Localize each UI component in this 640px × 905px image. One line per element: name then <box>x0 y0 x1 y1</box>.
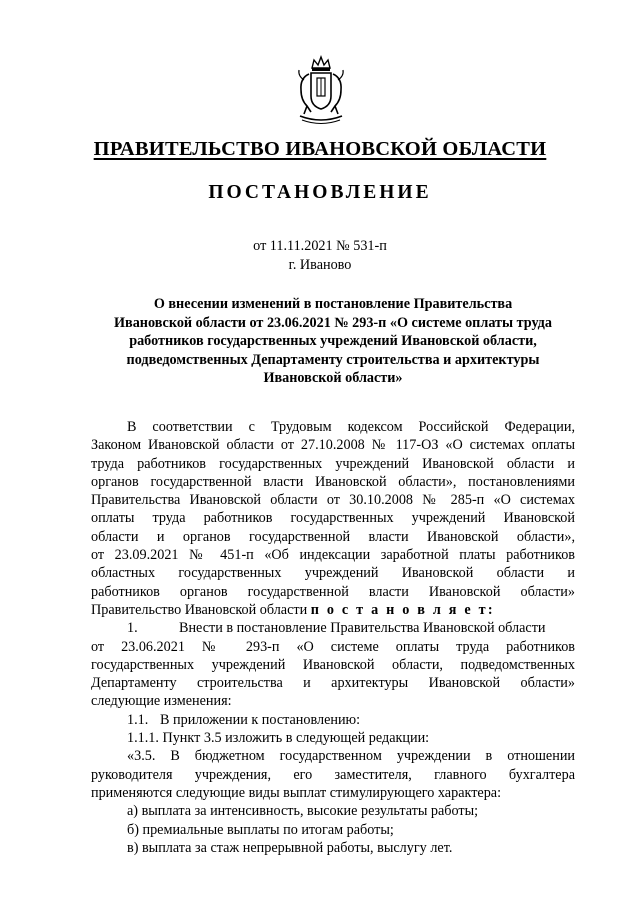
body-line: в) выплата за стаж непрерывной работы, выслугу лет. <box>127 839 453 856</box>
body-line <box>91 619 575 637</box>
body-line: труда работников государственных учреждений Ивановской области и <box>91 455 575 472</box>
subject-line: Ивановской области» <box>263 370 403 386</box>
body-line: от 23.06.2021 № 293-п «О системе оплаты труда работников <box>91 638 575 655</box>
body-line: области и органов государственной власти Ивановской области», <box>91 528 575 545</box>
body-line: следующие изменения: <box>91 693 232 710</box>
document-type: ПОСТАНОВЛЕНИЕ <box>208 182 432 203</box>
item-number: 1.1. <box>127 711 149 728</box>
body-line: от 23.09.2021 № 451-п «Об индексации заработной платы работников <box>91 547 575 564</box>
body-line: 1.1.1. Пункт 3.5 изложить в следующей редакции: <box>127 730 430 747</box>
body-line: государственных учреждений Ивановской области, подведомственных <box>91 656 575 673</box>
document-body <box>91 418 575 857</box>
body-text: Внести в постановление Правительства Ивановской области <box>179 620 546 637</box>
body-line: Правительства Ивановской области от 30.10.2008 № 285-п «О системах <box>91 492 575 509</box>
body-line: а) выплата за интенсивность, высокие результаты работы; <box>127 803 479 820</box>
body-line: Департаменту строительства и архитектуры Ивановской области» <box>91 675 575 692</box>
document-subject <box>90 295 576 388</box>
body-line: Законом Ивановской области от 27.10.2008 № 117-ОЗ «О системах оплаты <box>91 437 575 454</box>
body-line: руководителя учреждения, его заместителя, главного бухгалтера <box>91 766 575 783</box>
body-text: Правительство Ивановской области <box>91 601 308 618</box>
body-line: б) премиальные выплаты по итогам работы; <box>127 821 394 838</box>
item-number: 1. <box>127 620 138 637</box>
body-line: оплаты труда работников государственных учреждений Ивановской <box>91 510 575 527</box>
government-title: ПРАВИТЕЛЬСТВО ИВАНОВСКОЙ ОБЛАСТИ <box>93 138 547 160</box>
body-line: работников органов государственной власти Ивановской области» <box>91 583 575 600</box>
coat-of-arms-emblem <box>292 54 350 126</box>
subject-line: Ивановской области от 23.06.2021 № 293-п «О системе оплаты труда <box>114 314 552 331</box>
document-date-number: от 11.11.2021 № 531-п <box>253 238 387 254</box>
document-city: г. Иваново <box>288 257 352 273</box>
body-line <box>91 601 575 619</box>
body-line: областных государственных учреждений Ивановской области и <box>91 565 575 582</box>
body-text: В приложении к постановлению: <box>160 711 361 728</box>
subject-line: О внесении изменений в постановление Правительства <box>153 296 513 312</box>
body-line: «3.5. В бюджетном государственном учреждении в отношении <box>127 748 575 765</box>
body-line: В соответствии с Трудовым кодексом Российской Федерации, <box>127 419 575 435</box>
body-line <box>91 711 575 729</box>
subject-line: работников государственных учреждений Ивановской области, <box>129 333 537 349</box>
body-line: применяются следующие виды выплат стимулирующего характера: <box>91 784 502 801</box>
resolves-word: п о с т а н о в л я е т: <box>310 601 495 618</box>
body-line: органов государственной власти Ивановской области», постановлениями <box>91 473 575 490</box>
subject-line: подведомственных Департаменту строительства и архитектуры <box>126 351 540 368</box>
